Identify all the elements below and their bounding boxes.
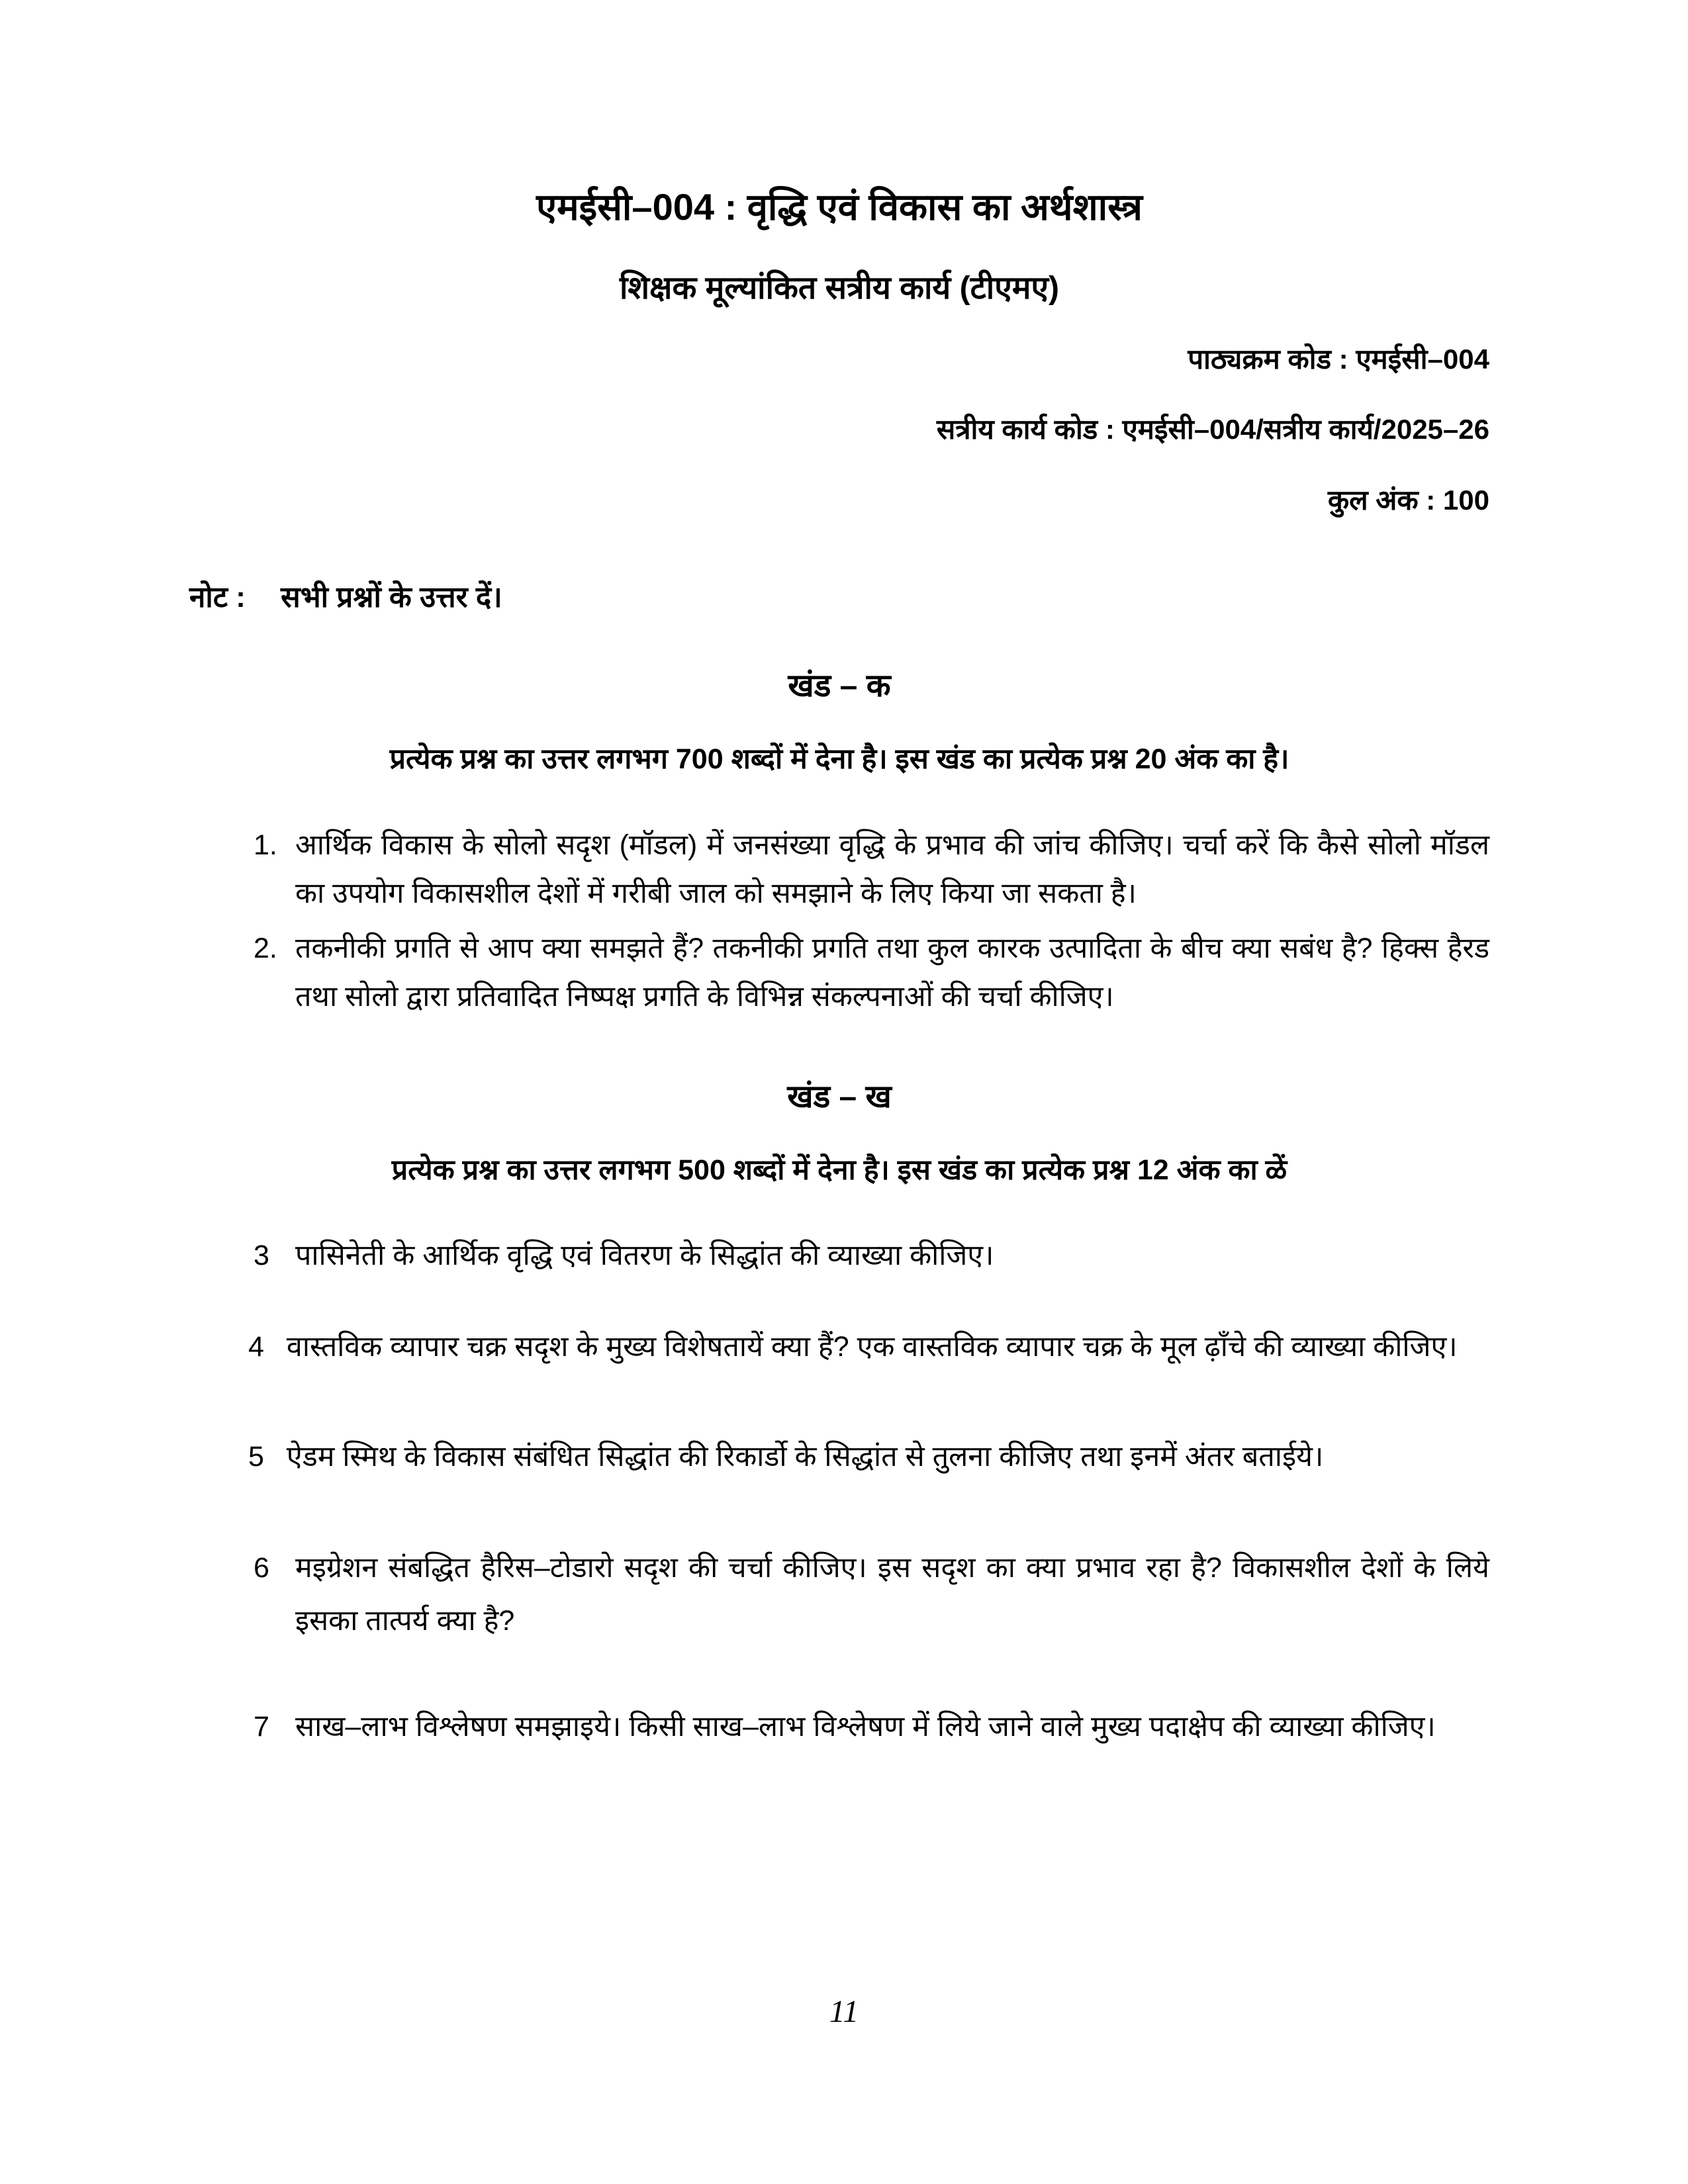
question-3-text: पासिनेती के आर्थिक वृद्धि एवं वितरण के सिद्धांत की व्याख्या कीजिए। (295, 1239, 994, 1271)
question-2 (189, 925, 1489, 1021)
question-5 (248, 1430, 1489, 1483)
section-a-heading: खंड – क (788, 668, 891, 704)
note-text: सभी प्रश्नों के उत्तर दें। (281, 581, 502, 614)
total-marks-line: कुल अंक : 100 (1327, 484, 1489, 516)
assignment-code-line: सत्रीय कार्य कोड : एमईसी–004/सत्रीय कार्य/2025–26 (936, 414, 1489, 445)
question-5-number: 5 (248, 1440, 264, 1473)
question-7-number: 7 (254, 1710, 269, 1743)
question-7 (189, 1700, 1489, 1753)
question-4 (248, 1320, 1489, 1373)
question-5-text: ऐडम स्मिथ के विकास संबंधित सिद्धांत की रिकार्डो के सिद्धांत से तुलना कीजिए तथा इनमें अंतर बताईये। (286, 1440, 1324, 1473)
section-a-question-list (189, 821, 1489, 1021)
question-1-number: 1. (254, 829, 277, 862)
question-6-text: मइग्रेशन संबद्धित हैरिस–टोडारो सदृश की चर्चा कीजिए। इस सदृश का क्या प्रभाव रहा है? विकासशील देशों के लिये इसका तात्पर्य क्या है? (295, 1551, 1489, 1637)
course-title: एमईसी–004 : वृद्धि एवं विकास का अर्थशास्त्र (536, 186, 1143, 228)
page-number: 11 (829, 1994, 859, 2029)
note-line (189, 580, 1489, 615)
header-code-block (189, 343, 1489, 517)
section-b-heading: खंड – ख (787, 1079, 892, 1115)
section-a-instruction: प्रत्येक प्रश्न का उत्तर लगभग 700 शब्दों में देना है। इस खंड का प्रत्येक प्रश्न 20 अंक का है। (389, 743, 1289, 775)
question-4-text: वास्तविक व्यापार चक्र सदृश के मुख्य विशेषतायें क्या हैं? एक वास्तविक व्यापार चक्र के मूल ढ़ाँचे की व्याख्या कीजिए। (286, 1330, 1458, 1363)
question-2-text: तकनीकी प्रगति से आप क्या समझते हैं? तकनीकी प्रगति तथा कुल कारक उत्पादिता के बीच क्या सबंध है? हिक्स हैरड तथा सोलो द्वारा प्रतिवादित निष्पक्ष प्रगति के विभिन्न संकल्पनाओं की चर्चा कीजिए। (295, 933, 1489, 1013)
question-1 (189, 821, 1489, 918)
question-3-number: 3 (254, 1239, 269, 1271)
question-7-text: साख–लाभ विश्लेषण समझाइये। किसी साख–लाभ विश्लेषण में लिये जाने वाले मुख्य पदाक्षेप की व्याख्या कीजिए। (295, 1710, 1436, 1743)
question-6-number: 6 (254, 1551, 269, 1584)
assignment-subtitle: शिक्षक मूल्यांकित सत्रीय कार्य (टीएमए) (619, 271, 1059, 306)
note-label: नोट : (189, 581, 246, 614)
question-4-number: 4 (248, 1330, 264, 1363)
section-b-question-list (189, 1229, 1489, 1753)
content-column (189, 0, 1489, 1753)
question-1-text: आर्थिक विकास के सोलो सदृश (मॉडल) में जनसंख्या वृद्धि के प्रभाव की जांच कीजिए। चर्चा करें कि कैसे सोलो मॉडल का उपयोग विकासशील देशों में गरीबी जाल को समझाने के लिए किया जा सकता है। (295, 829, 1489, 910)
course-code-line: पाठ्यक्रम कोड : एमईसी–004 (1188, 343, 1489, 375)
question-6 (189, 1541, 1489, 1647)
question-2-number: 2. (254, 933, 277, 965)
section-b-instruction: प्रत्येक प्रश्न का उत्तर लगभग 500 शब्दों में देना है। इस खंड का प्रत्येक प्रश्न 12 अंक का ळें (391, 1154, 1288, 1187)
question-3 (189, 1229, 1489, 1282)
